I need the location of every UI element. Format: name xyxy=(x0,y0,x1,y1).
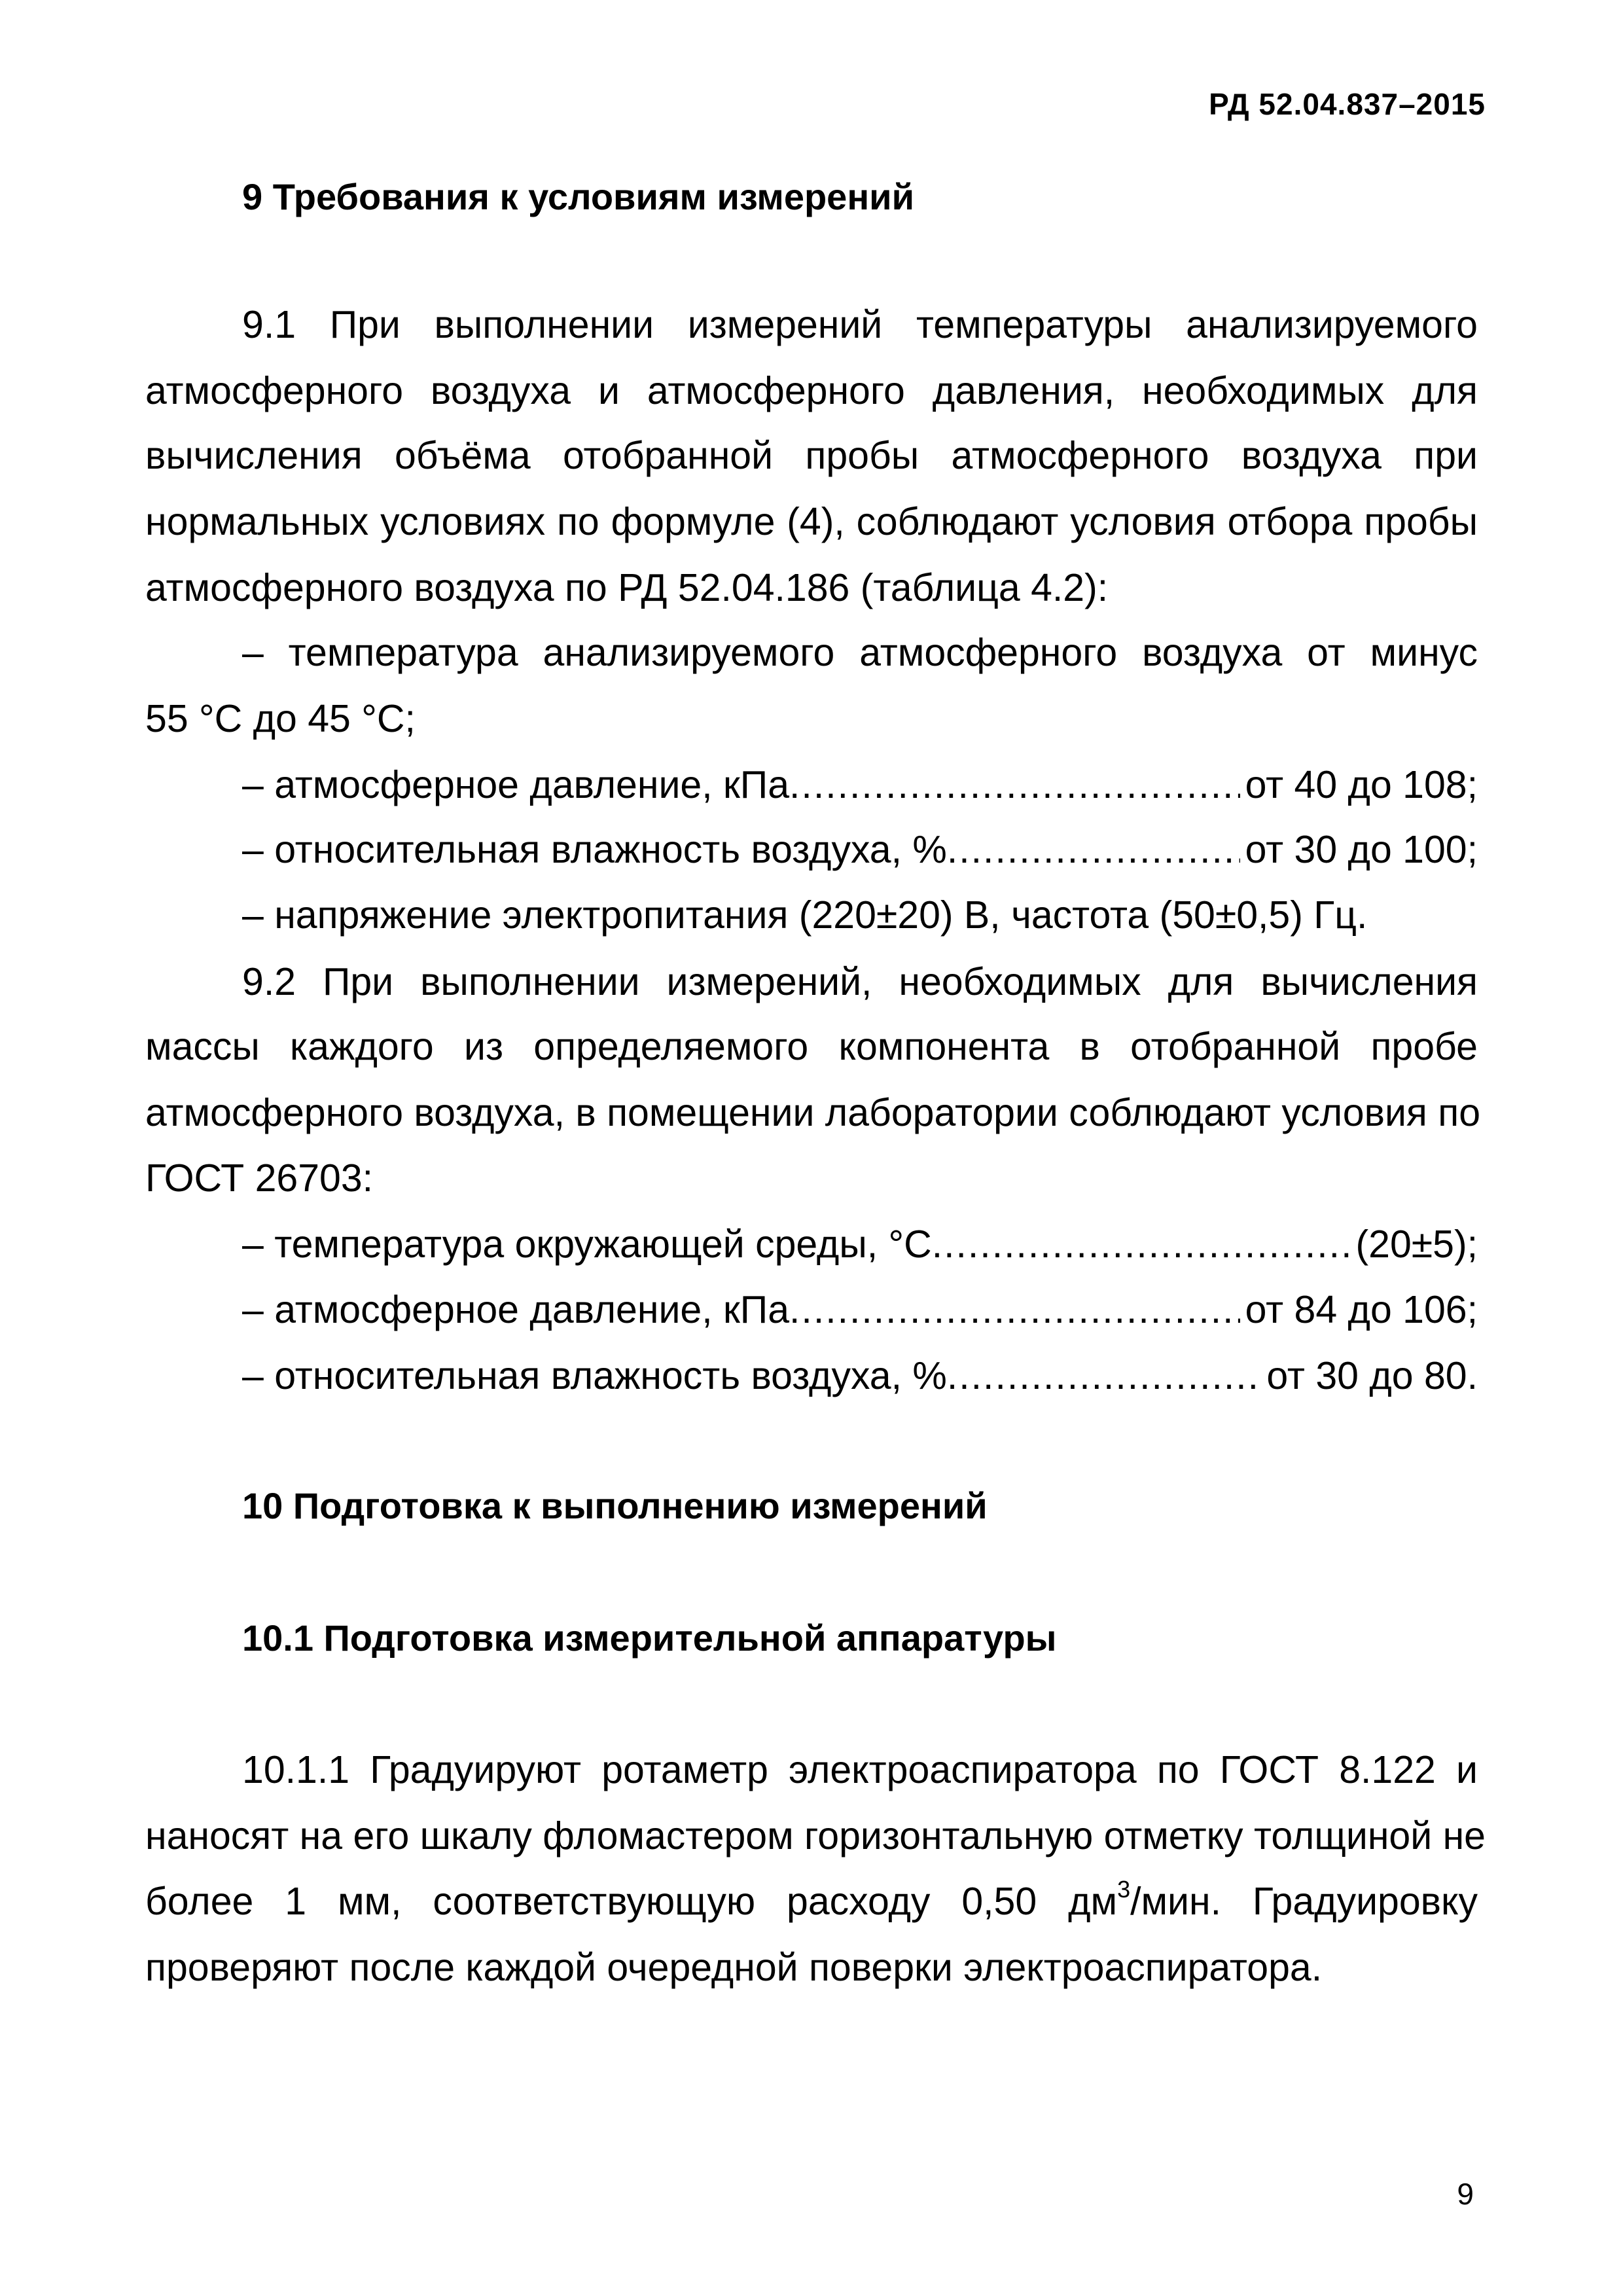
list-item-value: от 40 до 108; xyxy=(1245,763,1478,806)
paragraph-9-2-line-4: ГОСТ 26703: xyxy=(145,1157,374,1200)
list-item-ambient-temperature xyxy=(242,1222,1478,1266)
line-3-tail: /мин. Градуировку xyxy=(1130,1880,1478,1923)
section-9-heading: 9 Требования к условиям измерений xyxy=(242,176,915,217)
superscript-3: 3 xyxy=(1117,1876,1131,1903)
list-temperature-line-2: 55 °С до 45 °С; xyxy=(145,697,416,740)
paragraph-9-2-line-1: 9.2 При выполнении измерений, необходимых для вычисления xyxy=(242,960,1478,1003)
list-item-label: – относительная влажность воздуха, % xyxy=(242,1354,947,1397)
list-item-value: от 84 до 106; xyxy=(1245,1288,1478,1331)
document-code: РД 52.04.837–2015 xyxy=(1209,87,1486,121)
list-item-label: – атмосферное давление, кПа xyxy=(242,763,790,806)
dot-leader xyxy=(932,1222,1351,1266)
line-3-text: более 1 мм, соответствующую расходу 0,50 дм xyxy=(145,1880,1118,1923)
paragraph-9-1-line-3: вычисления объёма отобранной пробы атмосферного воздуха при xyxy=(145,434,1478,477)
paragraph-9-1-line-1: 9.1 При выполнении измерений температуры анализируемого xyxy=(242,303,1478,346)
list-item-label: – температура окружающей среды, °С xyxy=(242,1223,932,1266)
list-item-value: от 30 до 80. xyxy=(1266,1354,1478,1397)
paragraph-9-1-line-5: атмосферного воздуха по РД 52.04.186 (таблица 4.2): xyxy=(145,566,1109,609)
paragraph-9-1-line-2: атмосферного воздуха и атмосферного давления, необходимых для xyxy=(145,369,1478,412)
list-item-pressure-2 xyxy=(242,1287,1478,1332)
paragraph-10-1-1-line-2: наносят на его шкалу фломастером горизонтальную отметку толщиной не xyxy=(145,1814,1486,1857)
list-item-pressure-1 xyxy=(242,762,1478,807)
list-item-value: от 30 до 100; xyxy=(1245,828,1478,871)
paragraph-10-1-1-line-1: 10.1.1 Градуируют ротаметр электроаспиратора по ГОСТ 8.122 и xyxy=(242,1748,1478,1791)
dot-leader xyxy=(947,1354,1262,1398)
list-item-label: – относительная влажность воздуха, % xyxy=(242,828,947,871)
list-item-label: – атмосферное давление, кПа xyxy=(242,1288,790,1331)
list-item-value: (20±5); xyxy=(1355,1223,1478,1266)
dot-leader xyxy=(947,827,1240,872)
paragraph-10-1-1-line-3 xyxy=(145,1876,1478,1924)
list-item-humidity-1 xyxy=(242,827,1478,872)
section-10-1-heading: 10.1 Подготовка измерительной аппаратуры xyxy=(242,1617,1057,1659)
paragraph-10-1-1-line-4: проверяют после каждой очередной поверки электроаспиратора. xyxy=(145,1946,1323,1989)
paragraph-9-1-line-4: нормальных условиях по формуле (4), соблюдают условия отбора пробы xyxy=(145,500,1478,543)
page-number: 9 xyxy=(1457,2177,1474,2211)
dot-leader xyxy=(789,762,1240,807)
list-item-voltage: – напряжение электропитания (220±20) В, частота (50±0,5) Гц. xyxy=(242,893,1368,937)
list-item-humidity-2 xyxy=(242,1354,1478,1398)
section-10-heading: 10 Подготовка к выполнению измерений xyxy=(242,1485,988,1526)
list-temperature-line-1: – температура анализируемого атмосферного воздуха от минус xyxy=(242,631,1478,674)
paragraph-9-2-line-2: массы каждого из определяемого компонента в отобранной пробе xyxy=(145,1025,1478,1068)
dot-leader xyxy=(789,1287,1240,1332)
paragraph-9-2-line-3: атмосферного воздуха, в помещении лаборатории соблюдают условия по xyxy=(145,1091,1481,1134)
